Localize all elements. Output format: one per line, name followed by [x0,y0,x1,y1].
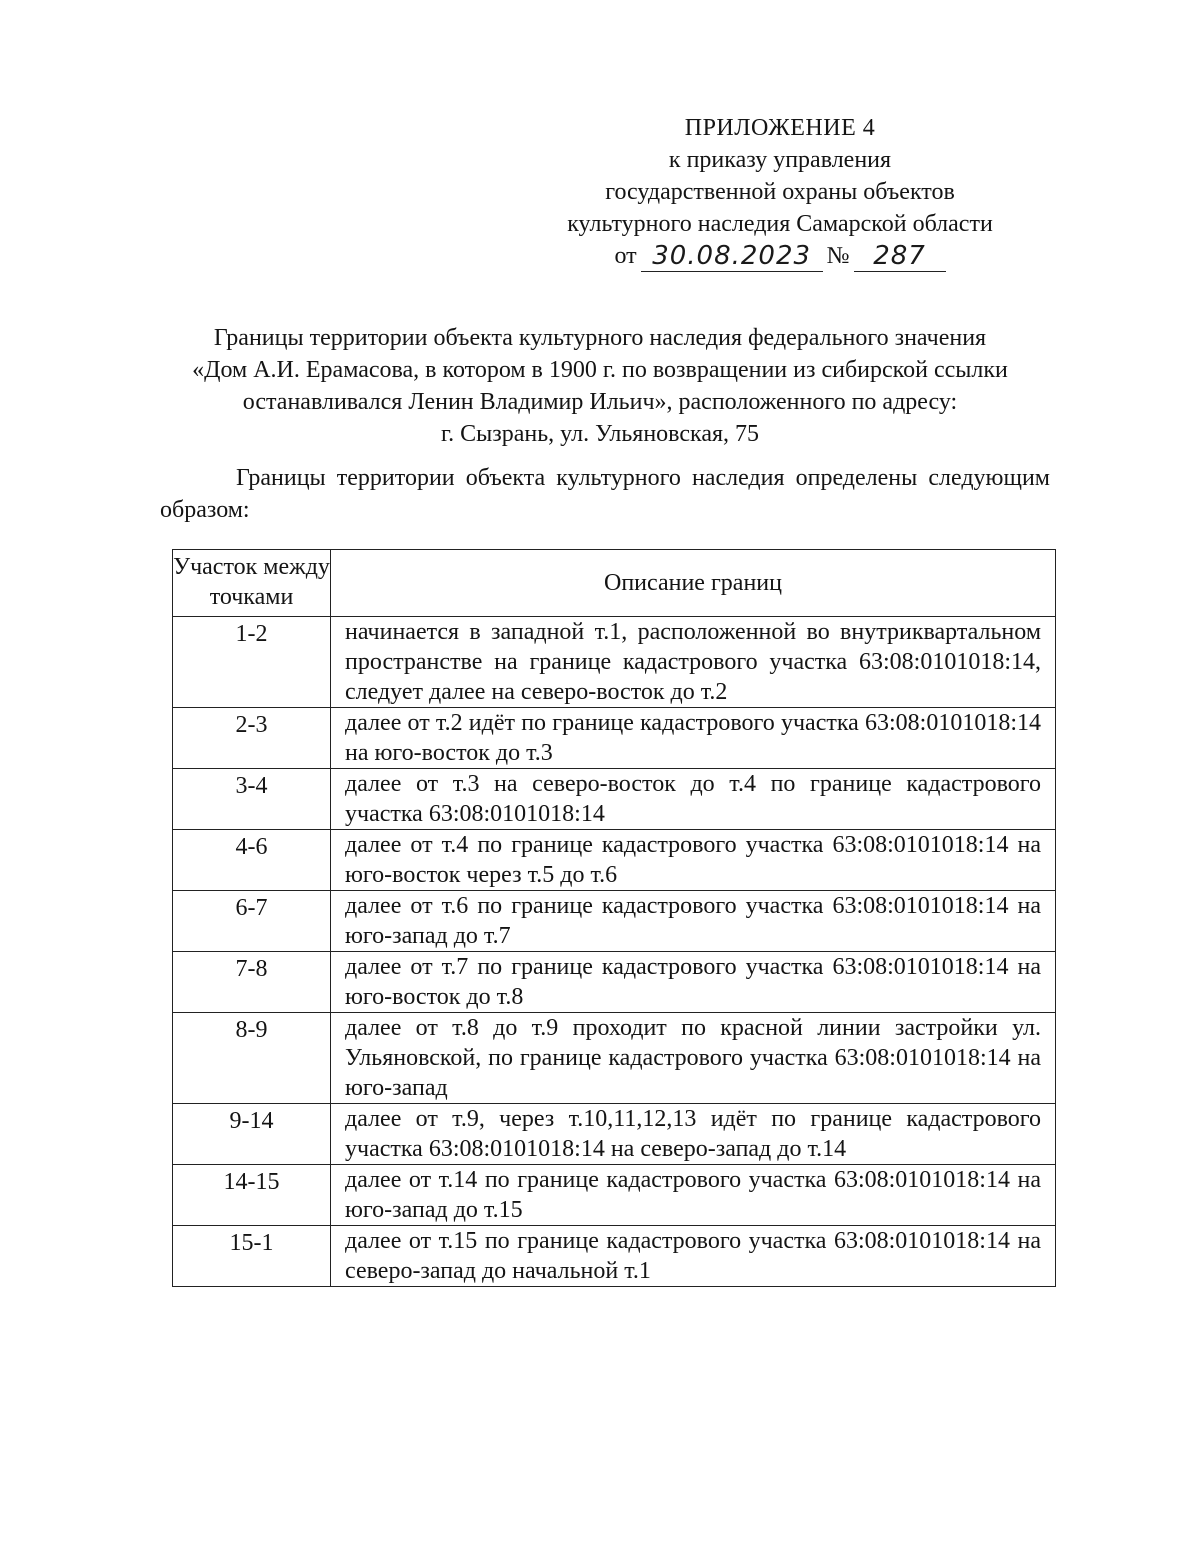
appendix-block [520,112,1040,272]
segment-cell: 1-2 [173,617,331,708]
appendix-title: ПРИЛОЖЕНИЕ 4 [684,115,876,141]
handwritten-order-number: 287 [854,241,946,272]
order-date-number-line [520,240,1040,272]
table-row [173,1226,1056,1287]
table-row [173,1165,1056,1226]
table-row [173,830,1056,891]
segment-cell: 8-9 [173,1013,331,1104]
heading-line: г. Сызрань, ул. Ульяновская, 75 [440,421,760,447]
segment-cell: 4-6 [173,830,331,891]
segment-cell: 15-1 [173,1226,331,1287]
header-description: Описание границ [331,550,1056,617]
boundaries-table [172,549,1056,1287]
document-heading [150,322,1050,450]
table-row [173,617,1056,708]
appendix-line: к приказу управления [668,147,892,173]
description-cell: далее от т.8 до т.9 проходит по красной линии застройки ул. Ульяновской, по границе кадастрового участка 63:08:0101018:14 на юго-запад [331,1013,1056,1104]
segment-cell: 14-15 [173,1165,331,1226]
intro-paragraph: Границы территории объекта культурного наследия определены следующим образом: [160,465,1050,523]
segment-cell: 9-14 [173,1104,331,1165]
table-row [173,1013,1056,1104]
table-row [173,891,1056,952]
table-header-row [173,550,1056,617]
number-prefix: № [826,243,850,269]
description-cell: далее от т.7 по границе кадастрового участка 63:08:0101018:14 на юго-восток до т.8 [331,952,1056,1013]
description-cell: далее от т.6 по границе кадастрового участка 63:08:0101018:14 на юго-запад до т.7 [331,891,1056,952]
appendix-line: культурного наследия Самарской области [567,211,993,237]
description-cell: далее от т.4 по границе кадастрового участка 63:08:0101018:14 на юго-восток через т.5 до т.6 [331,830,1056,891]
description-cell: далее от т.15 по границе кадастрового участка 63:08:0101018:14 на северо-запад до начальной т.1 [331,1226,1056,1287]
table-row [173,952,1056,1013]
heading-line: «Дом А.И. Ерамасова, в котором в 1900 г. по возвращении из сибирской ссылки [192,357,1008,383]
header-segment: Участок между точками [173,550,331,617]
table-row [173,708,1056,769]
segment-cell: 7-8 [173,952,331,1013]
heading-line: Границы территории объекта культурного наследия федерального значения [213,325,987,351]
segment-cell: 6-7 [173,891,331,952]
table-body [173,617,1056,1287]
segment-cell: 3-4 [173,769,331,830]
handwritten-date: 30.08.2023 [641,241,823,272]
description-cell: далее от т.2 идёт по границе кадастрового участка 63:08:0101018:14 на юго-восток до т.3 [331,708,1056,769]
description-cell: начинается в западной т.1, расположенной во внутриквартальном пространстве на границе кадастрового участка 63:08:0101018:14, следует далее на северо-восток до т.2 [331,617,1056,708]
description-cell: далее от т.3 на северо-восток до т.4 по границе кадастрового участка 63:08:0101018:14 [331,769,1056,830]
segment-cell: 2-3 [173,708,331,769]
heading-line: останавливался Ленин Владимир Ильич», расположенного по адресу: [242,389,958,415]
table-row [173,769,1056,830]
table-row [173,1104,1056,1165]
date-prefix: от [614,243,637,269]
appendix-line: государственной охраны объектов [605,179,955,205]
description-cell: далее от т.9, через т.10,11,12,13 идёт по границе кадастрового участка 63:08:0101018:14 на северо-запад до т.14 [331,1104,1056,1165]
description-cell: далее от т.14 по границе кадастрового участка 63:08:0101018:14 на юго-запад до т.15 [331,1165,1056,1226]
